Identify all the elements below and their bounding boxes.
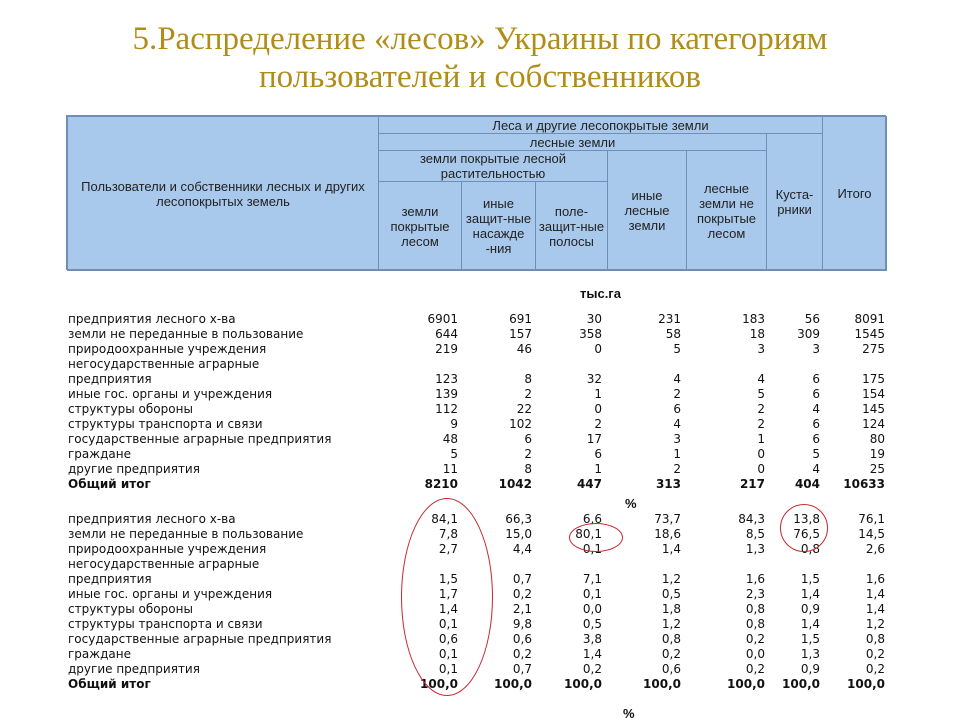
cell-value: 2 — [524, 447, 532, 461]
cell-value: 124 — [862, 417, 885, 431]
cell-value: 0,5 — [661, 587, 681, 601]
cell-value: 644 — [435, 327, 458, 341]
header-not-covered: лесные земли не покрытые лесом — [686, 150, 767, 271]
cell-value: 123 — [435, 372, 458, 386]
cell-value: 1 — [594, 462, 602, 476]
cell-value: 1,7 — [438, 587, 458, 601]
cell-value: 0,7 — [512, 572, 532, 586]
cell-value: 157 — [509, 327, 532, 341]
cell-value: 0,8 — [745, 617, 765, 631]
row-label: земли не переданные в пользование — [68, 527, 304, 541]
table-row — [0, 372, 960, 387]
cell-value: 0,8 — [865, 632, 885, 646]
row-label: государственные аграрные предприятия — [68, 632, 332, 646]
row-label: другие предприятия — [68, 462, 200, 476]
highlight-oval-field-protective — [569, 523, 623, 552]
cell-value: 15,0 — [505, 527, 532, 541]
cell-value: 4 — [812, 462, 820, 476]
cell-value: 0,5 — [582, 617, 602, 631]
cell-value: 691 — [509, 312, 532, 326]
cell-value: 11 — [442, 462, 458, 476]
cell-value: 56 — [804, 312, 820, 326]
cell-value: 1 — [757, 432, 765, 446]
cell-value: 0 — [594, 342, 602, 356]
cell-value: 219 — [435, 342, 458, 356]
cell-value: 2,7 — [438, 542, 458, 556]
cell-value: 2 — [673, 387, 681, 401]
table-row — [0, 417, 960, 432]
cell-value: 0,1 — [582, 587, 602, 601]
cell-value: 1,2 — [661, 572, 681, 586]
cell-value: 6901 — [427, 312, 458, 326]
table-row — [0, 312, 960, 327]
row-label: природоохранные учреждения — [68, 542, 267, 556]
cell-value: 8 — [524, 372, 532, 386]
row-label: предприятия — [68, 572, 152, 586]
cell-value: 3 — [673, 432, 681, 446]
table-row — [0, 677, 960, 692]
cell-value: 6 — [524, 432, 532, 446]
cell-value: 80,1 — [575, 527, 602, 541]
cell-value: 1,6 — [865, 572, 885, 586]
cell-value: 2 — [757, 417, 765, 431]
cell-value: 1,5 — [800, 572, 820, 586]
cell-value: 2,6 — [865, 542, 885, 556]
table-row — [0, 432, 960, 447]
cell-value: 80 — [869, 432, 885, 446]
cell-value: 100,0 — [494, 677, 532, 691]
cell-value: 5 — [450, 447, 458, 461]
cell-value: 8 — [524, 462, 532, 476]
cell-value: 0,8 — [745, 602, 765, 616]
table-row — [0, 462, 960, 477]
cell-value: 1,2 — [865, 617, 885, 631]
cell-value: 0,9 — [800, 602, 820, 616]
header-field-protective: поле-защит-ные полосы — [535, 181, 608, 271]
cell-value: 19 — [869, 447, 885, 461]
cell-value: 8091 — [854, 312, 885, 326]
cell-value: 6,6 — [582, 512, 602, 526]
cell-value: 313 — [655, 477, 681, 491]
cell-value: 7,1 — [582, 572, 602, 586]
cell-value: 14,5 — [858, 527, 885, 541]
cell-value: 1,4 — [800, 617, 820, 631]
cell-value: 0,9 — [800, 662, 820, 676]
cell-value: 0,6 — [512, 632, 532, 646]
cell-value: 25 — [869, 462, 885, 476]
cell-value: 100,0 — [847, 677, 885, 691]
cell-value: 100,0 — [564, 677, 602, 691]
cell-value: 112 — [435, 402, 458, 416]
cell-value: 404 — [794, 477, 820, 491]
table-row — [0, 342, 960, 357]
title-line-1: 5.Распределение «лесов» Украины по категориям — [132, 21, 828, 57]
header-other-forest: иные лесные земли — [607, 150, 687, 271]
unit-thousand-ha: тыс.га — [580, 286, 621, 301]
cell-value: 48 — [442, 432, 458, 446]
table-row — [0, 357, 960, 372]
table-header — [66, 115, 886, 270]
cell-value: 1,5 — [438, 572, 458, 586]
cell-value: 358 — [579, 327, 602, 341]
cell-value: 76,1 — [858, 512, 885, 526]
cell-value: 231 — [658, 312, 681, 326]
cell-value: 139 — [435, 387, 458, 401]
header-forest-covered: земли покрытые лесом — [378, 181, 462, 271]
cell-value: 1,2 — [661, 617, 681, 631]
header-protective: иные защит-ные насажде -ния — [461, 181, 536, 271]
cell-value: 7,8 — [438, 527, 458, 541]
cell-value: 18 — [749, 327, 765, 341]
header-owners: Пользователи и собственники лесных и других лесопокрытых земель — [67, 116, 379, 271]
cell-value: 100,0 — [727, 677, 765, 691]
cell-value: 58 — [665, 327, 681, 341]
cell-value: 100,0 — [643, 677, 681, 691]
row-label: негосударственные аграрные — [68, 357, 260, 371]
row-label: структуры обороны — [68, 402, 193, 416]
cell-value: 309 — [797, 327, 820, 341]
row-label: иные гос. органы и учреждения — [68, 587, 273, 601]
cell-value: 0,1 — [438, 617, 458, 631]
cell-value: 84,3 — [738, 512, 765, 526]
cell-value: 1 — [594, 387, 602, 401]
highlight-oval-forest-column — [401, 498, 493, 696]
row-label: структуры транспорта и связи — [68, 617, 263, 631]
cell-value: 32 — [586, 372, 602, 386]
cell-value: 1,4 — [865, 602, 885, 616]
cell-value: 22 — [516, 402, 532, 416]
cell-value: 217 — [739, 477, 765, 491]
cell-value: 4 — [673, 417, 681, 431]
cell-value: 76,5 — [793, 527, 820, 541]
cell-value: 0,6 — [438, 632, 458, 646]
row-label: предприятия — [68, 372, 152, 386]
cell-value: 5 — [757, 387, 765, 401]
cell-value: 9,8 — [512, 617, 532, 631]
cell-value: 0,2 — [512, 587, 532, 601]
cell-value: 9 — [450, 417, 458, 431]
title-line-2: пользователей и собственников — [259, 59, 701, 95]
cell-value: 154 — [862, 387, 885, 401]
row-label: иные гос. органы и учреждения — [68, 387, 273, 401]
row-label: Общий итог — [68, 677, 151, 691]
row-label: природоохранные учреждения — [68, 342, 267, 356]
cell-value: 1,4 — [582, 647, 602, 661]
cell-value: 1,4 — [865, 587, 885, 601]
cell-value: 0,6 — [661, 662, 681, 676]
cell-value: 1 — [673, 447, 681, 461]
cell-value: 1545 — [854, 327, 885, 341]
cell-value: 2 — [594, 417, 602, 431]
cell-value: 100,0 — [782, 677, 820, 691]
cell-value: 66,3 — [505, 512, 532, 526]
cell-value: 0,2 — [512, 647, 532, 661]
row-label: структуры обороны — [68, 602, 193, 616]
cell-value: 8210 — [424, 477, 458, 491]
header-forests-other: Леса и другие лесопокрытые земли — [378, 116, 823, 134]
cell-value: 0,2 — [661, 647, 681, 661]
cell-value: 4,4 — [512, 542, 532, 556]
cell-value: 18,6 — [654, 527, 681, 541]
cell-value: 183 — [742, 312, 765, 326]
table-row — [0, 387, 960, 402]
cell-value: 1,4 — [438, 602, 458, 616]
cell-value: 0,0 — [745, 647, 765, 661]
cell-value: 2,1 — [512, 602, 532, 616]
cell-value: 275 — [862, 342, 885, 356]
cell-value: 0,2 — [745, 632, 765, 646]
cell-value: 1042 — [498, 477, 532, 491]
cell-value: 0,2 — [582, 662, 602, 676]
cell-value: 6 — [812, 372, 820, 386]
highlight-oval-shrubs — [780, 504, 828, 552]
cell-value: 0 — [757, 447, 765, 461]
cell-value: 100,0 — [420, 677, 458, 691]
cell-value: 84,1 — [431, 512, 458, 526]
cell-value: 30 — [586, 312, 602, 326]
cell-value: 8,5 — [745, 527, 765, 541]
row-label: граждане — [68, 647, 131, 661]
cell-value: 0 — [757, 462, 765, 476]
page-title — [0, 20, 960, 96]
header-total: Итого — [822, 116, 887, 271]
cell-value: 2 — [757, 402, 765, 416]
cell-value: 4 — [757, 372, 765, 386]
cell-value: 0,2 — [745, 662, 765, 676]
bottom-cut-mark: % — [623, 706, 635, 721]
cell-value: 10633 — [843, 477, 885, 491]
cell-value: 1,4 — [661, 542, 681, 556]
row-label: структуры транспорта и связи — [68, 417, 263, 431]
cell-value: 1,3 — [800, 647, 820, 661]
cell-value: 0,1 — [438, 662, 458, 676]
cell-value: 2,3 — [745, 587, 765, 601]
cell-value: 6 — [812, 417, 820, 431]
header-shrubs: Куста-рники — [766, 133, 823, 271]
unit-percent: % — [625, 496, 637, 511]
cell-value: 46 — [516, 342, 532, 356]
table-row — [0, 477, 960, 492]
cell-value: 0 — [594, 402, 602, 416]
row-label: Общий итог — [68, 477, 151, 491]
cell-value: 6 — [812, 387, 820, 401]
cell-value: 13,8 — [793, 512, 820, 526]
cell-value: 0,8 — [661, 632, 681, 646]
row-label: предприятия лесного х-ва — [68, 312, 236, 326]
table-row — [0, 327, 960, 342]
row-label: земли не переданные в пользование — [68, 327, 304, 341]
header-covered: земли покрытые лесной растительностью — [378, 150, 608, 182]
table-row — [0, 402, 960, 417]
cell-value: 0,1 — [438, 647, 458, 661]
cell-value: 0,2 — [865, 662, 885, 676]
cell-value: 6 — [594, 447, 602, 461]
cell-value: 0,0 — [582, 602, 602, 616]
cell-value: 145 — [862, 402, 885, 416]
cell-value: 6 — [812, 432, 820, 446]
cell-value: 1,8 — [661, 602, 681, 616]
cell-value: 6 — [673, 402, 681, 416]
cell-value: 5 — [812, 447, 820, 461]
row-label: другие предприятия — [68, 662, 200, 676]
cell-value: 1,4 — [800, 587, 820, 601]
cell-value: 0,2 — [865, 647, 885, 661]
cell-value: 3,8 — [582, 632, 602, 646]
cell-value: 102 — [509, 417, 532, 431]
cell-value: 4 — [673, 372, 681, 386]
row-label: негосударственные аграрные — [68, 557, 260, 571]
cell-value: 2 — [673, 462, 681, 476]
table-row — [0, 447, 960, 462]
row-label: граждане — [68, 447, 131, 461]
cell-value: 175 — [862, 372, 885, 386]
cell-value: 0,1 — [582, 542, 602, 556]
cell-value: 0,8 — [800, 542, 820, 556]
cell-value: 73,7 — [654, 512, 681, 526]
cell-value: 17 — [586, 432, 602, 446]
cell-value: 447 — [576, 477, 602, 491]
cell-value: 4 — [812, 402, 820, 416]
cell-value: 3 — [757, 342, 765, 356]
cell-value: 1,6 — [745, 572, 765, 586]
row-label: предприятия лесного х-ва — [68, 512, 236, 526]
cell-value: 1,5 — [800, 632, 820, 646]
row-label: государственные аграрные предприятия — [68, 432, 332, 446]
header-forest-lands: лесные земли — [378, 133, 767, 151]
cell-value: 3 — [812, 342, 820, 356]
cell-value: 5 — [673, 342, 681, 356]
cell-value: 0,7 — [512, 662, 532, 676]
cell-value: 2 — [524, 387, 532, 401]
cell-value: 1,3 — [745, 542, 765, 556]
